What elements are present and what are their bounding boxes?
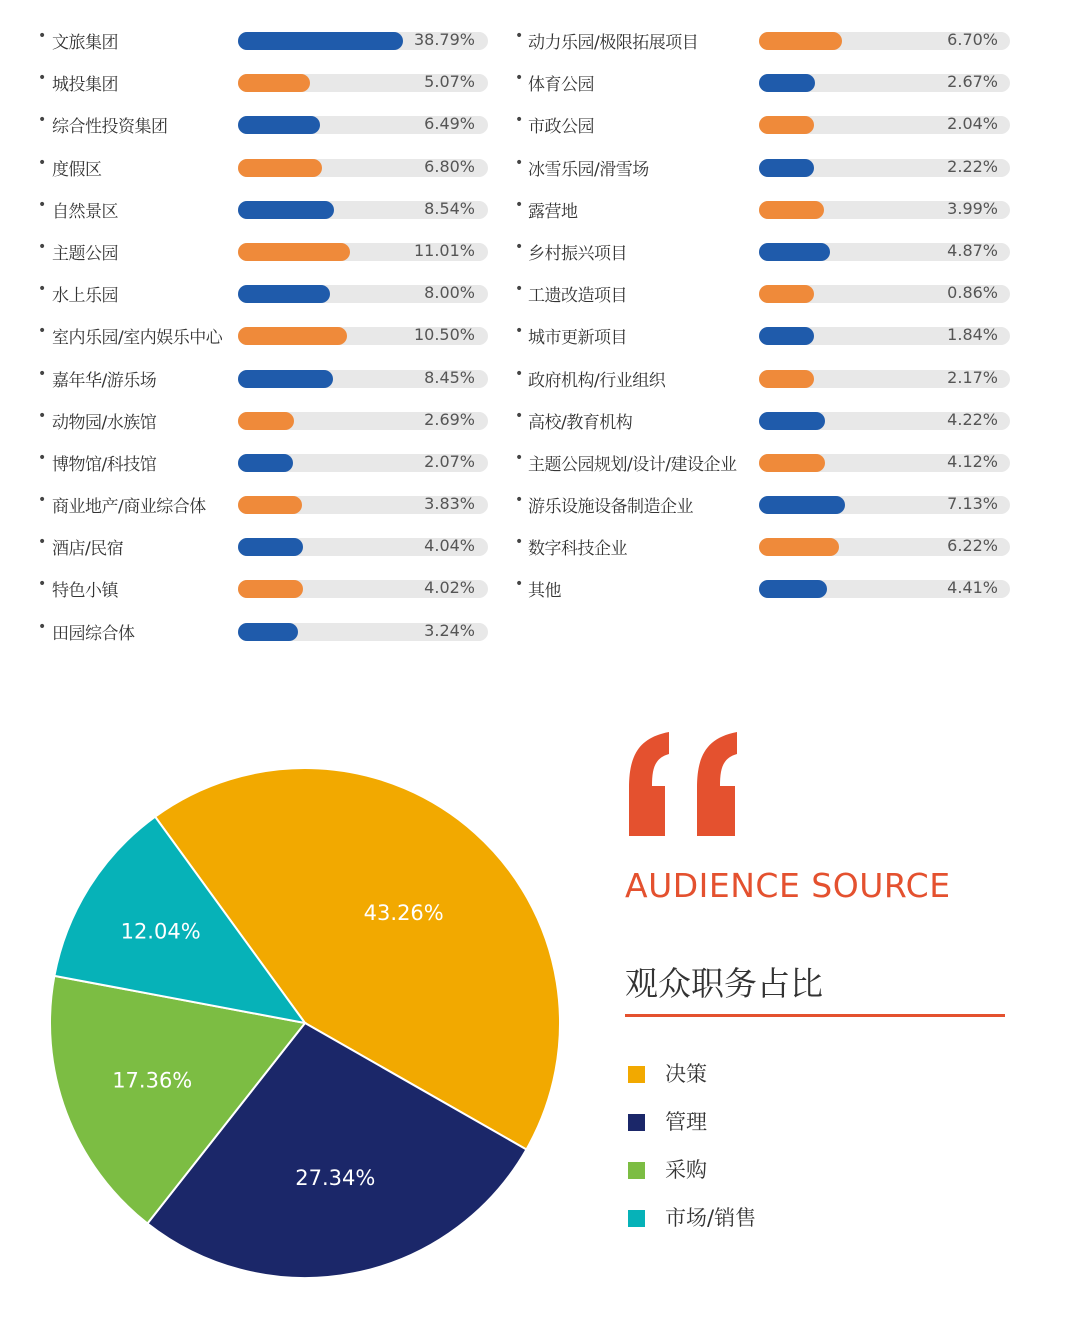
bar-category-label: 动物园/水族馆 (52, 412, 157, 433)
bar-row (0, 526, 500, 568)
bar-row (510, 20, 1050, 62)
bullet: • (515, 154, 524, 171)
bullet: • (515, 576, 524, 593)
pie-slice-label: 12.04% (120, 919, 201, 944)
bar-row (0, 611, 500, 653)
pie-slice-label: 43.26% (363, 900, 444, 925)
bar (238, 412, 294, 430)
bullet: • (38, 238, 47, 255)
bar-category-label: 主题公园规划/设计/建设企业 (528, 454, 737, 475)
bar-row (510, 273, 1050, 315)
bar-category-label: 露营地 (528, 201, 578, 222)
bar (759, 538, 839, 556)
bar-category-label: 室内乐园/室内娱乐中心 (52, 328, 223, 349)
bar-category-label: 自然景区 (52, 201, 118, 222)
bar (238, 496, 302, 514)
bar-category-label: 政府机构/行业组织 (528, 370, 666, 391)
bar-row (0, 358, 500, 400)
bar-value-label: 38.79% (413, 30, 475, 49)
bullet: • (515, 112, 524, 129)
title-divider (625, 1014, 1005, 1017)
bar-value-label: 4.02% (424, 578, 475, 598)
bullet: • (38, 407, 47, 424)
pie-slice-label: 27.34% (295, 1166, 376, 1191)
bullet: • (38, 576, 47, 593)
bar-value-label: 6.80% (424, 156, 475, 176)
bar-value-label: 8.54% (424, 198, 475, 218)
bar-category-label: 博物馆/科技馆 (52, 454, 157, 475)
bar-row (0, 568, 500, 610)
bar (238, 74, 310, 92)
bar-category-label: 游乐设施设备制造企业 (528, 497, 693, 518)
bar-category-label: 嘉年华/游乐场 (52, 370, 157, 391)
bar-row (510, 442, 1050, 484)
bar-row (510, 484, 1050, 526)
bar (238, 623, 298, 641)
bar-category-label: 数字科技企业 (528, 539, 627, 560)
bar-row (0, 442, 500, 484)
bar (759, 32, 842, 50)
bar (238, 538, 303, 556)
pie-slice-label: 17.36% (112, 1068, 193, 1093)
bar (759, 412, 825, 430)
bullet: • (515, 407, 524, 424)
bar-value-label: 0.86% (947, 283, 998, 303)
bar-category-label: 城投集团 (52, 75, 118, 96)
bar-row (510, 147, 1050, 189)
bar-value-label: 4.41% (947, 578, 998, 598)
bar (759, 285, 814, 303)
bar-value-label: 2.04% (947, 114, 998, 134)
bar-row (510, 568, 1050, 610)
bar-value-label: 11.01% (413, 240, 475, 260)
legend-label: 管理 (665, 1110, 707, 1134)
bar-value-label: 2.17% (947, 367, 998, 387)
bar (238, 370, 333, 388)
bar-value-label: 2.69% (424, 409, 475, 429)
bullet: • (38, 449, 47, 466)
bullet: • (515, 238, 524, 255)
bar-row (0, 104, 500, 146)
bar (238, 116, 320, 134)
bar-row (0, 189, 500, 231)
legend-swatch (628, 1066, 645, 1083)
bar-value-label: 2.22% (947, 156, 998, 176)
bar-row (0, 273, 500, 315)
bar-category-label: 文旅集团 (52, 33, 118, 53)
bar-row (510, 62, 1050, 104)
bar-category-label: 主题公园 (52, 243, 118, 264)
bullet: • (38, 196, 47, 213)
bar-value-label: 2.67% (947, 72, 998, 92)
bar-row (510, 104, 1050, 146)
bar-row (510, 358, 1050, 400)
bar-value-label: 8.00% (424, 283, 475, 303)
legend-label: 市场/销售 (665, 1206, 757, 1230)
bullet: • (515, 323, 524, 340)
bar-row (0, 484, 500, 526)
bar-category-label: 高校/教育机构 (528, 412, 633, 433)
bullet: • (515, 492, 524, 509)
bar (238, 32, 403, 50)
bar-category-label: 冰雪乐园/滑雪场 (528, 159, 649, 180)
legend-label: 决策 (665, 1062, 707, 1086)
bar-value-label: 4.04% (424, 536, 475, 556)
pie-chart (40, 760, 570, 1290)
bar-category-label: 田园综合体 (52, 623, 135, 644)
bar-row (0, 147, 500, 189)
bar-row (0, 231, 500, 273)
bar-value-label: 3.24% (424, 620, 475, 640)
bullet: • (38, 112, 47, 129)
bullet: • (515, 281, 524, 298)
bar (759, 370, 814, 388)
bullet: • (38, 281, 47, 298)
bar-category-label: 特色小镇 (52, 581, 118, 602)
bar-value-label: 1.84% (947, 325, 998, 345)
bar (238, 201, 334, 219)
bar-category-label: 综合性投资集团 (52, 117, 168, 138)
bar-chart-right (510, 20, 1050, 611)
bullet: • (38, 323, 47, 340)
bar-value-label: 8.45% (424, 367, 475, 387)
bar-category-label: 乡村振兴项目 (528, 243, 627, 264)
bullet: • (38, 28, 47, 44)
bar-row (510, 315, 1050, 357)
bar-row (510, 231, 1050, 273)
bar-value-label: 6.22% (947, 536, 998, 556)
bullet: • (515, 28, 524, 44)
bar-category-label: 其他 (528, 581, 561, 602)
bar-row (0, 315, 500, 357)
bar-value-label: 2.07% (424, 451, 475, 471)
legend-swatch (628, 1210, 645, 1227)
bar-category-label: 商业地产/商业综合体 (52, 497, 206, 518)
bar (238, 454, 293, 472)
audience-source-title: AUDIENCE SOURCE (625, 866, 951, 905)
bar-chart-left (0, 20, 500, 653)
bullet: • (515, 449, 524, 466)
bar-value-label: 4.22% (947, 409, 998, 429)
bar-category-label: 体育公园 (528, 75, 594, 96)
bullet: • (515, 70, 524, 87)
bar (759, 496, 845, 514)
bullet: • (38, 618, 47, 635)
bar-value-label: 5.07% (424, 72, 475, 92)
bar-category-label: 动力乐园/极限拓展项目 (528, 33, 699, 53)
bullet: • (38, 534, 47, 551)
bar (759, 243, 830, 261)
bar-value-label: 3.83% (424, 494, 475, 514)
bar (759, 454, 825, 472)
bar-value-label: 3.99% (947, 198, 998, 218)
legend-swatch (628, 1114, 645, 1131)
bar-value-label: 6.70% (947, 30, 998, 49)
bar (238, 285, 330, 303)
bar-value-label: 6.49% (424, 114, 475, 134)
bullet: • (515, 534, 524, 551)
bullet: • (38, 154, 47, 171)
bullet: • (515, 365, 524, 382)
bar-value-label: 10.50% (413, 325, 475, 345)
bar (759, 116, 814, 134)
bar (759, 327, 814, 345)
bar-row (0, 400, 500, 442)
bar (238, 159, 322, 177)
bar (759, 580, 827, 598)
bar (238, 580, 303, 598)
bar (759, 74, 815, 92)
bar-row (0, 62, 500, 104)
bar-row (510, 526, 1050, 568)
pie-chart-title: 观众职务占比 (625, 964, 823, 1003)
bar (238, 327, 347, 345)
legend-label: 采购 (665, 1158, 707, 1182)
bar-category-label: 工遗改造项目 (528, 286, 627, 307)
bar-row (510, 189, 1050, 231)
bar-row (0, 20, 500, 62)
bar-category-label: 水上乐园 (52, 286, 118, 307)
bullet: • (38, 70, 47, 87)
bar (238, 243, 350, 261)
bar-category-label: 酒店/民宿 (52, 539, 124, 560)
quote-mark-icon (625, 728, 745, 840)
bar-row (510, 400, 1050, 442)
bar-category-label: 城市更新项目 (528, 328, 627, 349)
bar-value-label: 4.87% (947, 240, 998, 260)
bar-category-label: 市政公园 (528, 117, 594, 138)
bar-value-label: 7.13% (947, 494, 998, 514)
bar-category-label: 度假区 (52, 159, 102, 180)
bullet: • (38, 365, 47, 382)
bar (759, 201, 824, 219)
bullet: • (38, 492, 47, 509)
bar (759, 159, 814, 177)
bar-value-label: 4.12% (947, 451, 998, 471)
legend-swatch (628, 1162, 645, 1179)
bullet: • (515, 196, 524, 213)
